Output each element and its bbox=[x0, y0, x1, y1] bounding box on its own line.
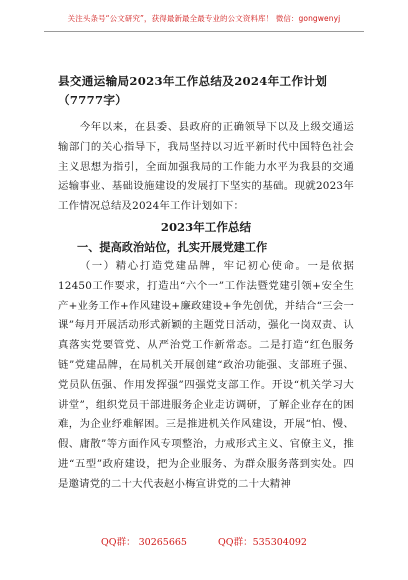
subsection-title: 一、提高政治站位，扎实开展党建工作 bbox=[77, 239, 268, 254]
body-paragraph: （一）精心打造党建品牌，牢记初心使命。一是依据12450工作要求，打造出“六个一”工作法暨党建引领+安全生产+业务工作+作风建设+廉政建设+争先创优，并结合“三会一课”每月开展活动形式新颖的主题党日活动，强化一岗双责、认真落实党要管党、从严治党工作新常态。二是打造“红色服务链”党建品牌，在局机关开展创建“政治功能强、支部班子强、党员队伍强、作用发挥强”四强党支部工作。开设“机关学习大讲堂”，组织党员干部进服务企业走访调研，了解企业存在的困难，为企业纾难解困。三是推进机关作风建设，开展“怕、慢、假、庸散”等方面作风专项整治，力戒形式主义、官僚主义，推进“五型”政府建设，把为企业服务、为群众服务落到实处。四是邀请党的二十大代表赵小梅宣讲党的二十大精神 bbox=[58, 259, 354, 490]
document-body bbox=[58, 72, 354, 495]
footer-qq-left: QQ群： 30265665 bbox=[101, 537, 187, 548]
intro-paragraph: 今年以来，在县委、县政府的正确领导下以及上级交通运输部门的关心指导下，我局坚持以习近平新时代中国特色社会主义思想为指引，全面加强我局的工作能力水平为我县的交通运输事业、基础设施建设的发展打下坚实的基础。现就2023年工作情况总结及2024年工作计划如下： bbox=[58, 121, 354, 213]
header-divider bbox=[44, 31, 364, 32]
banner-text: 关注头条号“公文研究”，获得最新最全最专业的公文资料库！ 微信：gongwenyj bbox=[67, 14, 341, 23]
document-title: 县交通运输局2023年工作总结及2024年工作计划（7777字） bbox=[58, 74, 328, 107]
header-banner bbox=[0, 0, 408, 40]
footer bbox=[0, 534, 408, 550]
section-title: 2023年工作总结 bbox=[160, 219, 252, 234]
footer-qq-right: QQ群：535304092 bbox=[218, 537, 307, 548]
